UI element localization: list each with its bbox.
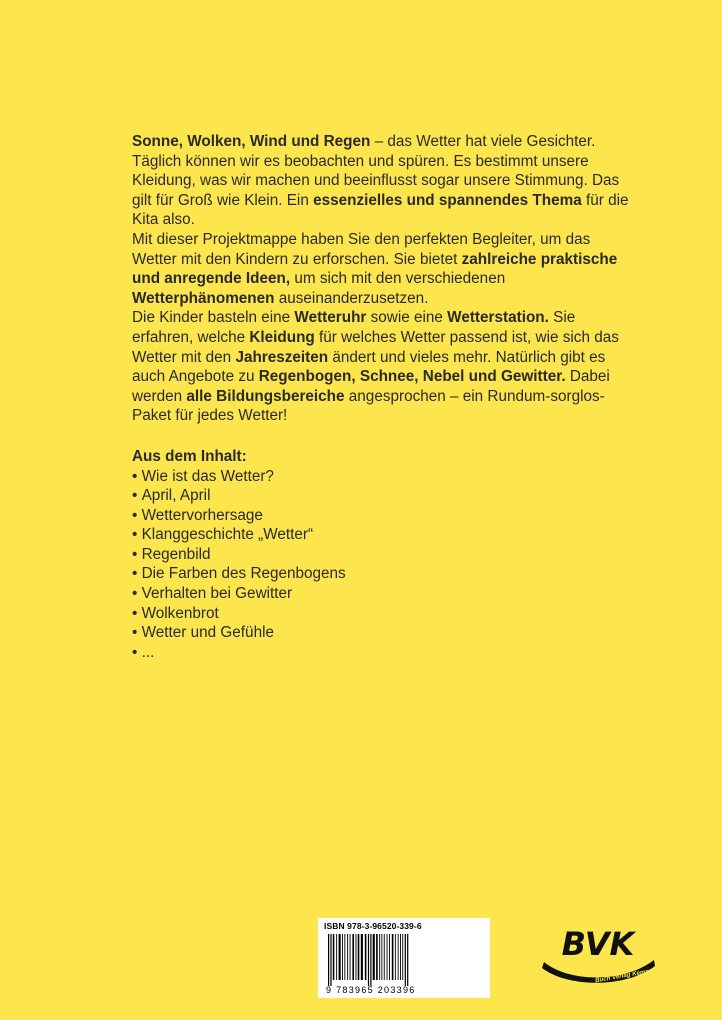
kids-text-4: für welches Wetter passend ist, wie sich das Wetter mit den [132, 328, 619, 366]
barcode-bar [373, 934, 375, 980]
project-text-1: Mit dieser Projektmappe haben Sie den perfekten Begleiter, um das Wetter mit den Kindern zu erforschen. Sie bietet [132, 230, 591, 268]
barcode-bar [402, 934, 403, 980]
barcode-digits: 9 783965 203396 [326, 985, 416, 995]
project-paragraph [132, 230, 632, 308]
barcode-bar [381, 934, 382, 980]
kids-text-1: Die Kinder basteln eine [132, 309, 295, 327]
barcode-bar [407, 934, 408, 986]
contents-list [132, 467, 632, 663]
barcode-bar [395, 934, 396, 980]
barcode-bar [356, 934, 357, 980]
project-text-3: auseinanderzusetzen. [274, 289, 429, 307]
barcode-bar [352, 934, 354, 980]
contents-heading: Aus dem Inhalt: [132, 447, 247, 465]
barcode-bar [344, 934, 345, 980]
barcode-box [318, 918, 490, 998]
barcode-bar [361, 934, 363, 980]
project-bold-1: zahlreiche praktische und anregende Ideen, [132, 250, 618, 288]
barcode-bar [389, 934, 390, 980]
intro-bold-2: essenzielles und spannendes Thema [313, 191, 582, 209]
list-item: • Verhalten bei Gewitter [132, 584, 632, 604]
intro-paragraph [132, 132, 632, 230]
back-cover-text [132, 132, 632, 662]
intro-bold-1: Sonne, Wolken, Wind und Regen [132, 133, 371, 150]
barcode-bar [387, 934, 388, 980]
kids-paragraph [132, 308, 632, 426]
barcode-bar [379, 934, 380, 980]
bvk-logo [538, 922, 658, 988]
barcode-bar [370, 934, 371, 986]
logo-wordmark: BVK [561, 925, 635, 963]
list-item: • Wie ist das Wetter? [132, 467, 632, 487]
barcode-bar [342, 934, 343, 980]
barcode-bar [339, 934, 341, 980]
kids-bold-6: alle Bildungsbereiche [186, 387, 345, 405]
barcode-bar [333, 934, 335, 980]
barcode-bar [347, 934, 348, 980]
barcode-bar [328, 934, 329, 986]
list-item: • April, April [132, 486, 632, 506]
list-item: • Klanggeschichte „Wetter“ [132, 525, 632, 545]
list-item: • Wolkenbrot [132, 604, 632, 624]
barcode-icon [324, 934, 484, 986]
kids-text-6: Dabei werden [132, 368, 610, 405]
project-bold-2: Wetterphänomenen [132, 289, 275, 307]
barcode-bar [368, 934, 369, 986]
barcode-bar [358, 934, 360, 980]
list-item: • Die Farben des Regenbogens [132, 564, 632, 584]
contents-section [132, 447, 632, 663]
intro-text-2: für die Kita also. [132, 191, 629, 229]
list-item: • Wetter und Gefühle [132, 623, 632, 643]
kids-bold-4: Jahreszeiten [235, 348, 329, 366]
kids-bold-3: Kleidung [249, 328, 315, 346]
intro-text-1: – das Wetter hat viele Gesichter. Täglich können wir es beobachten und spüren. Es bestimmt unsere Kleidung, was wir machen und beeinflusst sogar unsere Stimmung. Das gilt für Groß wie Klein. Ein [132, 133, 620, 209]
barcode-bar [336, 934, 337, 980]
list-item: • Regenbild [132, 545, 632, 565]
barcode-bar [376, 934, 378, 980]
list-item: • Wettervorhersage [132, 506, 632, 526]
kids-text-5: ändert und vieles mehr. Natürlich gibt es auch Angebote zu [132, 348, 606, 386]
barcode-bar [392, 934, 394, 980]
kids-text-7: angesprochen – ein Rundum-sorglos-Paket für jedes Wetter! [132, 387, 605, 425]
kids-bold-1: Wetteruhr [294, 309, 367, 327]
kids-text-3: Sie erfahren, welche [132, 309, 576, 346]
logo-subtitle: Buch Verlag Kempen [594, 966, 657, 985]
kids-text-2: sowie eine [366, 309, 448, 327]
barcode-bar [365, 934, 367, 980]
kids-bold-5: Regenbogen, Schnee, Nebel und Gewitter. [258, 368, 566, 386]
barcode-bar [405, 934, 406, 986]
barcode-bar [400, 934, 401, 980]
barcode-bar [384, 934, 385, 980]
kids-bold-2: Wetterstation. [447, 309, 549, 327]
barcode-bar [398, 934, 399, 980]
barcode-bar [330, 934, 331, 986]
barcode-bar [350, 934, 351, 980]
project-text-2: um sich mit den verschiedenen [290, 270, 506, 288]
list-item: • ... [132, 643, 632, 663]
isbn-label: ISBN 978-3-96520-339-6 [324, 921, 422, 931]
